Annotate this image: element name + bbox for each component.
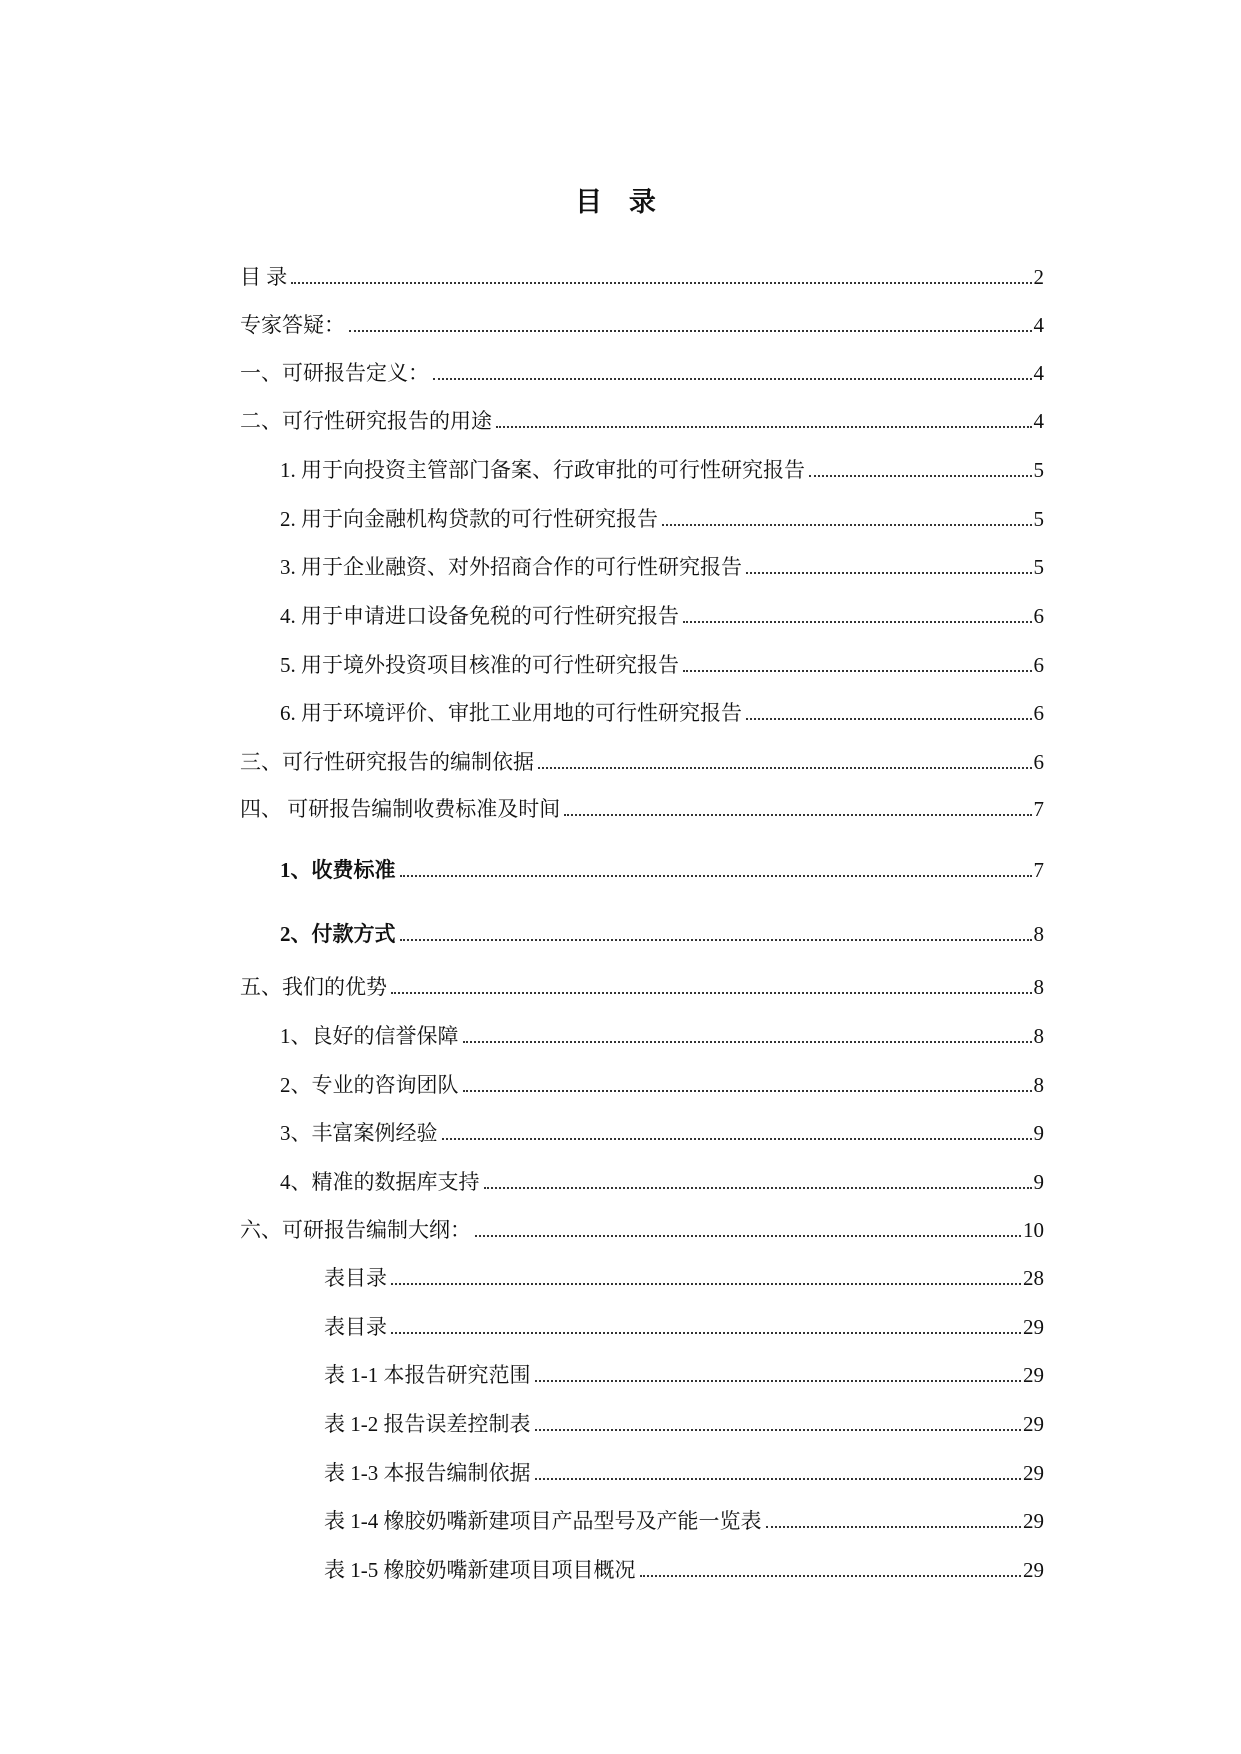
toc-entry-label: 表 1-3 本报告编制依据	[324, 1461, 531, 1485]
toc-entry[interactable]	[324, 1405, 1044, 1437]
toc-leader-dots	[535, 1478, 1022, 1480]
toc-entry-label: 表目录	[324, 1315, 387, 1339]
toc-entry[interactable]	[240, 743, 1044, 775]
toc-leader-dots	[535, 1429, 1022, 1431]
toc-leader-dots	[433, 378, 1032, 380]
toc-leader-dots	[391, 992, 1032, 994]
toc-entry-page: 2	[1033, 265, 1044, 289]
toc-entry[interactable]	[324, 1551, 1044, 1583]
toc-entry-label: 2. 用于向金融机构贷款的可行性研究报告	[280, 507, 658, 531]
toc-entry[interactable]	[280, 1114, 1044, 1146]
toc-leader-dots	[640, 1575, 1022, 1577]
toc-entry-page: 6	[1033, 604, 1044, 628]
toc-entry-label: 表 1-2 报告误差控制表	[324, 1412, 531, 1436]
toc-leader-dots	[683, 670, 1032, 672]
toc-entry-label: 3、丰富案例经验	[280, 1121, 438, 1145]
toc-entry-page: 8	[1033, 975, 1044, 999]
toc-entry-page: 8	[1033, 1024, 1044, 1048]
toc-entry[interactable]	[280, 646, 1044, 678]
toc-entry-page: 8	[1033, 922, 1044, 946]
toc-leader-dots	[809, 475, 1032, 477]
toc-entry[interactable]	[324, 1356, 1044, 1388]
toc-entry-label: 表 1-4 橡胶奶嘴新建项目产品型号及产能一览表	[324, 1509, 762, 1533]
toc-entry-page: 29	[1023, 1315, 1044, 1339]
toc-entry-page: 29	[1023, 1558, 1044, 1582]
toc-entry-page: 29	[1023, 1363, 1044, 1387]
toc-entry[interactable]	[280, 694, 1044, 726]
toc-leader-dots	[766, 1526, 1022, 1528]
toc-entry-label: 1. 用于向投资主管部门备案、行政审批的可行性研究报告	[280, 458, 805, 482]
toc-entry-page: 6	[1033, 701, 1044, 725]
toc-entry[interactable]	[280, 597, 1044, 629]
toc-entry[interactable]	[280, 1066, 1044, 1098]
toc-entry[interactable]	[280, 548, 1044, 580]
toc-entry[interactable]	[240, 306, 1044, 338]
toc-entry-label: 4. 用于申请进口设备免税的可行性研究报告	[280, 604, 679, 628]
toc-entry-page: 4	[1033, 409, 1044, 433]
toc-entry-page: 9	[1033, 1170, 1044, 1194]
toc-entry-page: 6	[1033, 750, 1044, 774]
toc-leader-dots	[662, 524, 1032, 526]
toc-entry-label: 5. 用于境外投资项目核准的可行性研究报告	[280, 653, 679, 677]
toc-entry-label: 6. 用于环境评价、审批工业用地的可行性研究报告	[280, 701, 742, 725]
toc-entry-label: 表目录	[324, 1266, 387, 1290]
toc-entry[interactable]	[324, 1454, 1044, 1486]
toc-leader-dots	[496, 426, 1032, 428]
toc-leader-dots	[442, 1138, 1032, 1140]
toc-entry[interactable]	[324, 1308, 1044, 1340]
toc-entry-label: 2、付款方式	[280, 922, 396, 946]
toc-entry-page: 4	[1033, 313, 1044, 337]
toc-entry-page: 5	[1033, 458, 1044, 482]
toc-entry-page: 8	[1033, 1073, 1044, 1097]
toc-leader-dots	[400, 939, 1032, 941]
toc-entry-page: 28	[1023, 1266, 1044, 1290]
toc-leader-dots	[391, 1283, 1021, 1285]
toc-entry[interactable]	[240, 258, 1044, 290]
toc-entry[interactable]	[280, 500, 1044, 532]
toc-entry-page: 7	[1033, 858, 1044, 882]
toc-entry[interactable]	[280, 915, 1044, 947]
toc-entry[interactable]	[240, 968, 1044, 1000]
toc-entry-page: 6	[1033, 653, 1044, 677]
toc-leader-dots	[683, 621, 1032, 623]
toc-leader-dots	[746, 572, 1032, 574]
toc-entry-label: 3. 用于企业融资、对外招商合作的可行性研究报告	[280, 555, 742, 579]
toc-entry-label: 专家答疑：	[240, 313, 345, 337]
toc-entry-label: 目 录	[240, 265, 288, 289]
toc-entry-label: 1、收费标准	[280, 858, 396, 882]
toc-entry[interactable]	[324, 1502, 1044, 1534]
toc-entry-label: 1、良好的信誉保障	[280, 1024, 459, 1048]
toc-entry[interactable]	[240, 1211, 1044, 1243]
toc-entry[interactable]	[240, 402, 1044, 434]
toc-entry[interactable]	[280, 851, 1044, 883]
toc-entry-label: 一、可研报告定义：	[240, 361, 429, 385]
toc-entry-page: 5	[1033, 555, 1044, 579]
toc-leader-dots	[291, 282, 1031, 284]
toc-leader-dots	[564, 814, 1031, 816]
toc-entry-page: 29	[1023, 1412, 1044, 1436]
toc-leader-dots	[475, 1235, 1021, 1237]
toc-entry-label: 六、可研报告编制大纲：	[240, 1218, 471, 1242]
toc-leader-dots	[538, 767, 1032, 769]
page-title: 目 录	[575, 187, 666, 217]
toc-entry-label: 表 1-1 本报告研究范围	[324, 1363, 531, 1387]
toc-entry[interactable]	[240, 790, 1044, 822]
toc-entry[interactable]	[280, 1163, 1044, 1195]
toc-entry-page: 5	[1033, 507, 1044, 531]
toc-entry-label: 2、专业的咨询团队	[280, 1073, 459, 1097]
toc-leader-dots	[400, 875, 1032, 877]
toc-entry-label: 4、精准的数据库支持	[280, 1170, 480, 1194]
toc-entry-page: 29	[1023, 1509, 1044, 1533]
toc-leader-dots	[349, 330, 1032, 332]
toc-leader-dots	[463, 1041, 1032, 1043]
toc-entry[interactable]	[240, 354, 1044, 386]
toc-entry[interactable]	[324, 1259, 1044, 1291]
toc-entry-page: 4	[1033, 361, 1044, 385]
toc-entry-page: 10	[1023, 1218, 1044, 1242]
toc-entry[interactable]	[280, 1017, 1044, 1049]
toc-leader-dots	[463, 1090, 1032, 1092]
toc-entry-page: 7	[1033, 797, 1044, 821]
toc-entry-page: 9	[1033, 1121, 1044, 1145]
toc-leader-dots	[391, 1332, 1021, 1334]
toc-entry-label: 表 1-5 橡胶奶嘴新建项目项目概况	[324, 1558, 636, 1582]
toc-leader-dots	[535, 1380, 1022, 1382]
toc-entry-label: 五、我们的优势	[240, 975, 387, 999]
toc-entry-label: 三、可行性研究报告的编制依据	[240, 750, 534, 774]
toc-entry-label: 四、 可研报告编制收费标准及时间	[240, 797, 561, 821]
toc-entry-page: 29	[1023, 1461, 1044, 1485]
toc-leader-dots	[484, 1187, 1032, 1189]
toc-entry[interactable]	[280, 451, 1044, 483]
toc-leader-dots	[746, 718, 1032, 720]
toc-entry-label: 二、可行性研究报告的用途	[240, 409, 492, 433]
